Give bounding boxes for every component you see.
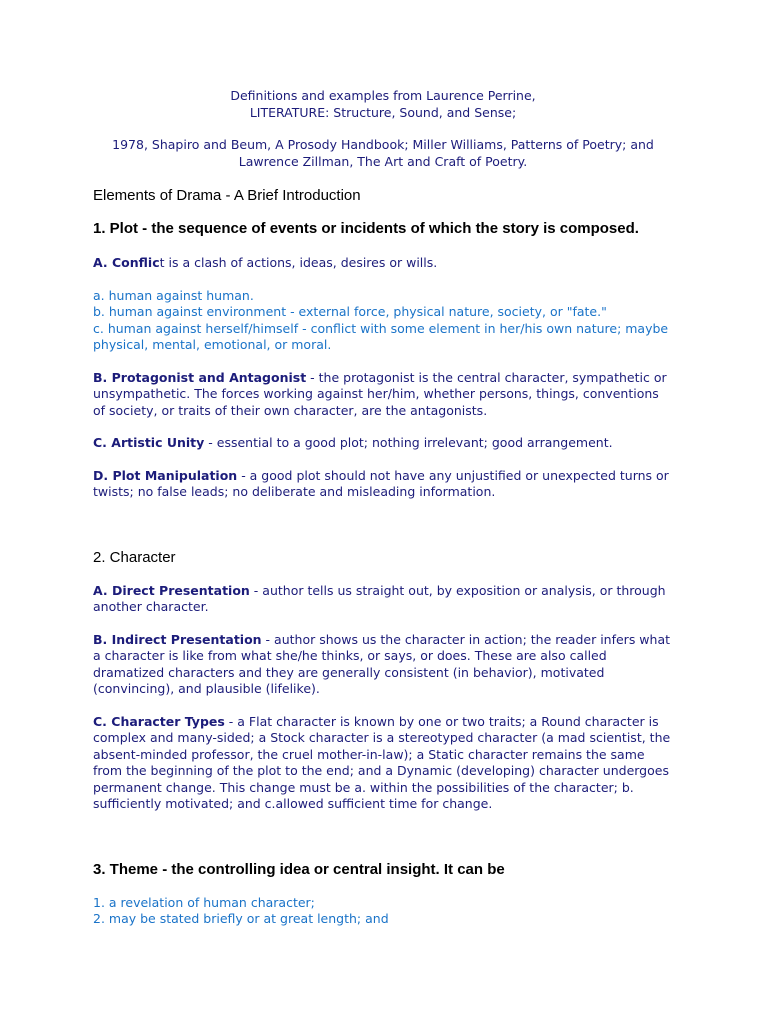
list-item: 1. a revelation of human character;: [93, 894, 315, 910]
section-heading-theme: 3. Theme - the controlling idea or central insight. It can be: [93, 860, 505, 878]
list-item: a. human against human.: [93, 287, 254, 303]
credits-line: Definitions and examples from Laurence Perrine,: [230, 88, 536, 103]
indirect-paragraph: [93, 632, 673, 698]
credits-line: Lawrence Zillman, The Art and Craft of Poetry.: [238, 153, 528, 169]
theme-list: [93, 895, 673, 928]
manipulation-term: D. Plot Manipulation: [93, 467, 238, 483]
document-page: [93, 88, 673, 928]
document-title: Elements of Drama - A Brief Introduction: [93, 187, 361, 204]
direct-term: A. Direct Presentation: [93, 582, 250, 598]
indirect-text: - author shows us the character in action; the reader infers what a character is like from what she/he thinks, or says, or does. These are also called dramatized characters and they are generally consistent (in behavior), motivated (convincing), and plausible (lifelike).: [93, 631, 671, 696]
list-item: 2. may be stated briefly or at great length; and: [93, 911, 389, 926]
direct-text: - author tells us straight out, by exposition or analysis, or through another character.: [93, 582, 666, 614]
credits-line: 1978, Shapiro and Beum, A Prosody Handbook; Miller Williams, Patterns of Poetry; and: [112, 137, 654, 152]
protagonist-term: B. Protagonist and Antagonist: [93, 369, 307, 385]
types-term: C. Character Types: [93, 713, 225, 729]
unity-paragraph: [93, 435, 673, 452]
types-paragraph: [93, 714, 673, 813]
list-item: c. human against herself/himself - conflict with some element in her/his own nature; maybe physical, mental, emotional, or moral.: [93, 320, 669, 352]
unity-term: C. Artistic Unity: [93, 435, 205, 450]
section-heading-character: 2. Character: [93, 548, 176, 566]
direct-paragraph: [93, 583, 673, 616]
protagonist-paragraph: [93, 370, 673, 420]
conflict-paragraph: [93, 255, 673, 272]
section-heading-plot: 1. Plot - the sequence of events or incidents of which the story is composed.: [93, 220, 639, 237]
indirect-term: B. Indirect Presentation: [93, 631, 262, 647]
credits-block: [93, 88, 673, 170]
unity-text: - essential to a good plot; nothing irrelevant; good arrangement.: [204, 435, 613, 450]
conflict-text: t is a clash of actions, ideas, desires or wills.: [159, 255, 438, 270]
manipulation-paragraph: [93, 468, 673, 501]
list-item: b. human against environment - external force, physical nature, society, or "fate.": [93, 304, 607, 319]
protagonist-text: - the protagonist is the central character, sympathetic or unsympathetic. The forces working against her/him, whether persons, things, conventions of society, or traits of their own character, are the antagonists.: [93, 369, 667, 418]
types-text: - a Flat character is known by one or two traits; a Round character is complex and many-sided; a Stock character is a stereotyped character (a mad scientist, the absent-minded professor, the cruel mother-in-law); a Static character remains the same from the beginning of the plot to the end; and a Dynamic (developing) character undergoes permanent change. This change must be a. within the possibilities of the character; b. sufficiently motivated; and c.allowed sufficient time for change.: [93, 713, 671, 811]
conflict-term: A. Conflic: [93, 255, 160, 270]
conflict-list: [93, 288, 673, 354]
credits-line: LITERATURE: Structure, Sound, and Sense;: [249, 104, 517, 120]
manipulation-text: - a good plot should not have any unjustified or unexpected turns or twists; no false leads; no deliberate and misleading information.: [93, 467, 669, 499]
